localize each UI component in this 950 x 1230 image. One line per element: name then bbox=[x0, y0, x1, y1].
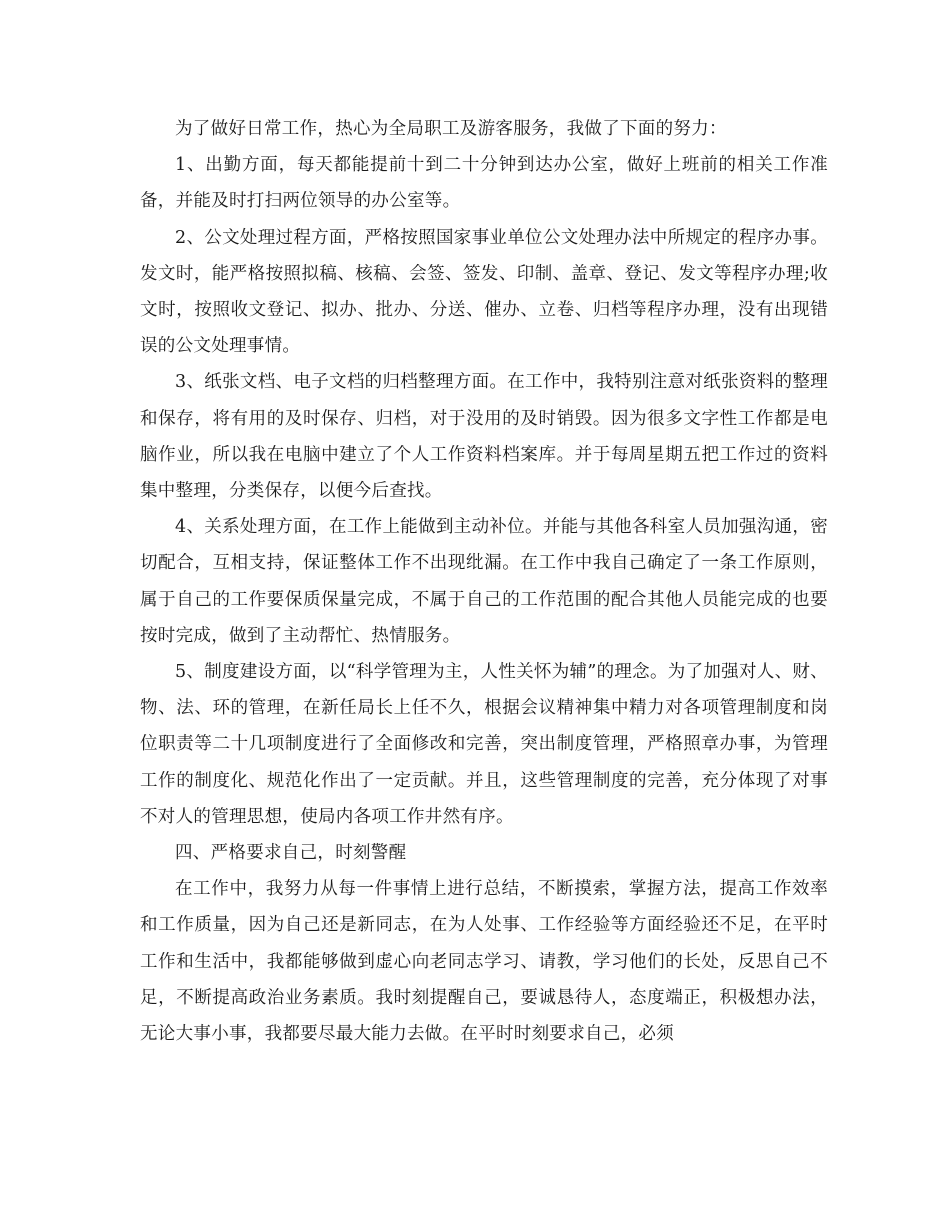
paragraph-self-discipline: 在工作中，我努力从每一件事情上进行总结，不断摸索，掌握方法，提高工作效率和工作质量，因为自己还是新同志，在为人处事、工作经验等方面经验还不足，在平时工作和生活中，我都能够做到虚心向老同志学习、请教，学习他们的长处，反思自己不足，不断提高政治业务素质。我时刻提醒自己，要诚恳待人，态度端正，积极想办法，无论大事小事，我都要尽最大能力去做。在平时时刻要求自己，必须 bbox=[140, 879, 828, 1045]
paragraph-relations: 4、关系处理方面，在工作上能做到主动补位。并能与其他各科室人员加强沟通，密切配合，互相支持，保证整体工作不出现纰漏。在工作中我自己确定了一条工作原则，属于自己的工作要保质保量完成，不属于自己的工作范围的配合其他人员能完成的也要按时完成，做到了主动帮忙、热情服务。 bbox=[140, 517, 828, 646]
paragraph-document-handling: 2、公文处理过程方面，严格按照国家事业单位公文处理办法中所规定的程序办事。发文时，能严格按照拟稿、核稿、会签、签发、印制、盖章、登记、发文等程序办理;收文时，按照收文登记、拟办、批办、分送、催办、立卷、归档等程序办理，没有出现错误的公文处理事情。 bbox=[140, 227, 828, 357]
section-heading: 四、严格要求自己，时刻警醒 bbox=[175, 843, 407, 864]
paragraph-system-building: 5、制度建设方面，以“科学管理为主，人性关怀为辅”的理念。为了加强对人、财、物、法、环的管理，在新任局长上任不久，根据会议精神集中精力对各项管理制度和岗位职责等二十几项制度进行了全面修改和完善，突出制度管理，严格照章办事，为管理工作的制度化、规范化作出了一定贡献。并且，这些管理制度的完善，充分体现了对事不对人的管理思想，使局内各项工作井然有序。 bbox=[140, 662, 828, 827]
document-body bbox=[140, 111, 828, 1052]
paragraph-intro: 为了做好日常工作，热心为全局职工及游客服务，我做了下面的努力： bbox=[175, 119, 727, 139]
paragraph-attendance: 1、出勤方面，每天都能提前十到二十分钟到达办公室，做好上班前的相关工作准备，并能及时打扫两位领导的办公室等。 bbox=[140, 155, 828, 212]
paragraph-archiving: 3、纸张文档、电子文档的归档整理方面。在工作中，我特别注意对纸张资料的整理和保存，将有用的及时保存、归档，对于没用的及时销毁。因为很多文字性工作都是电脑作业，所以我在电脑中建立了个人工作资料档案库。并于每周星期五把工作过的资料集中整理，分类保存，以便今后查找。 bbox=[140, 372, 828, 502]
